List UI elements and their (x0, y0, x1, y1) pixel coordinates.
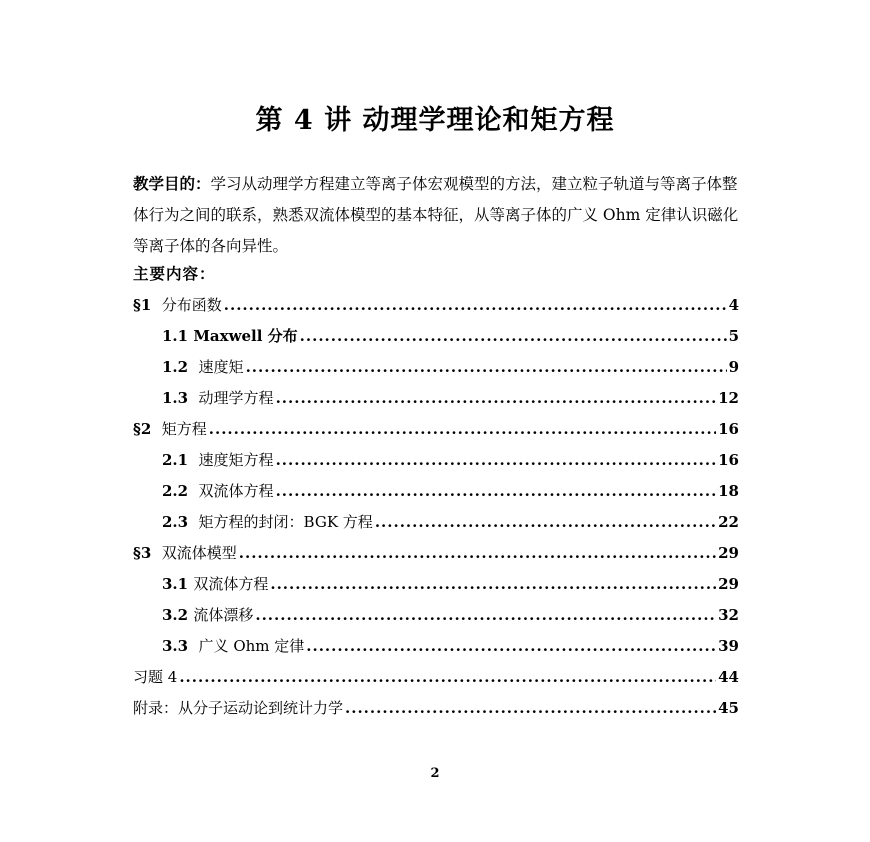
toc-entry-number: 2.2 (162, 482, 199, 500)
toc-entry-page: 18 (718, 482, 739, 500)
toc-entry-title: 双流体模型 (161, 544, 237, 562)
toc-entry-page: 45 (718, 699, 739, 717)
toc-leader-dots (276, 384, 717, 412)
teaching-objective (133, 168, 748, 262)
toc-entry[interactable] (162, 446, 739, 474)
toc-entry[interactable] (133, 291, 739, 319)
contents-heading: 主要内容： (133, 264, 216, 283)
toc-entry-title: 习题 4 (133, 668, 178, 686)
toc-entry[interactable] (162, 477, 739, 505)
toc-entry-title: 动理学方程 (198, 389, 274, 407)
toc-leader-dots (224, 291, 727, 319)
toc-entry-number: §3 (133, 544, 162, 562)
toc-leader-dots (375, 508, 716, 536)
toc-entry-number: 1.1 (162, 327, 194, 345)
toc-entry[interactable] (162, 384, 739, 412)
toc-entry-number: §1 (133, 296, 162, 314)
toc-entry-title: 双流体方程 (193, 575, 269, 593)
objective-text: 学习从动理学方程建立等离子体宏观模型的方法，建立粒子轨道与等离子体整体行为之间的联系，熟悉双流体模型的基本特征，从等离子体的广义 Ohm 定律认识磁化等离子体的各向异性。 (133, 175, 739, 255)
toc-entry-number: 1.2 (162, 358, 199, 376)
toc-entry-page: 5 (728, 327, 739, 345)
toc-leader-dots (246, 353, 727, 381)
toc-entry[interactable] (133, 663, 739, 691)
toc-entry-number: 3.2 (162, 606, 194, 624)
toc-entry-page: 16 (718, 420, 739, 438)
toc-entry[interactable] (162, 601, 739, 629)
toc-entry-title: 流体漂移 (193, 606, 254, 624)
toc-entry-title: 矩方程 (161, 420, 207, 438)
toc-leader-dots (300, 322, 727, 350)
toc-entry-title: 附录：从分子运动论到统计力学 (133, 699, 344, 717)
toc-entry-title: Maxwell 分布 (193, 327, 298, 345)
toc-leader-dots (179, 663, 716, 691)
toc-entry-page: 16 (718, 451, 739, 469)
toc-entry-page: 32 (718, 606, 739, 624)
toc-entry-page: 29 (718, 575, 739, 593)
toc-entry-number: 2.1 (162, 451, 199, 469)
toc-entry[interactable] (133, 415, 739, 443)
toc-entry-number: 1.3 (162, 389, 199, 407)
toc-entry[interactable] (162, 322, 739, 350)
toc-entry[interactable] (162, 570, 739, 598)
toc-leader-dots (276, 446, 717, 474)
objective-label: 教学目的： (133, 174, 211, 193)
toc-entry-title: 双流体方程 (198, 482, 274, 500)
toc-entry-title: 分布函数 (161, 296, 222, 314)
toc-entry-page: 22 (718, 513, 739, 531)
toc-leader-dots (270, 570, 716, 598)
toc-leader-dots (255, 601, 716, 629)
toc-entry[interactable] (162, 353, 739, 381)
toc-entry-page: 29 (718, 544, 739, 562)
toc-entry-page: 39 (718, 637, 739, 655)
toc-leader-dots (276, 477, 717, 505)
toc-entry[interactable] (162, 508, 739, 536)
toc-entry-title: 速度矩 (198, 358, 244, 376)
toc-entry-title: 广义 Ohm 定律 (198, 637, 305, 655)
toc-entry[interactable] (162, 632, 739, 660)
page-number: 2 (430, 766, 440, 781)
toc-entry-page: 9 (728, 358, 739, 376)
toc-entry-number: 3.3 (162, 637, 199, 655)
toc-entry-number: 3.1 (162, 575, 194, 593)
toc-leader-dots (239, 539, 716, 567)
toc-leader-dots (306, 632, 716, 660)
toc-entry-title: 矩方程的封闭：BGK 方程 (198, 513, 373, 531)
toc-entry-title: 速度矩方程 (198, 451, 274, 469)
toc-entry[interactable] (133, 539, 739, 567)
toc-entry-page: 44 (718, 668, 739, 686)
toc-entry-number: §2 (133, 420, 162, 438)
toc-entry-page: 4 (728, 296, 739, 314)
toc-leader-dots (209, 415, 716, 443)
toc-entry[interactable] (133, 694, 739, 722)
toc-entry-number: 2.3 (162, 513, 199, 531)
lecture-title: 第 4 讲 动理学理论和矩方程 (255, 105, 615, 136)
toc-entry-page: 12 (718, 389, 739, 407)
toc-leader-dots (345, 694, 716, 722)
